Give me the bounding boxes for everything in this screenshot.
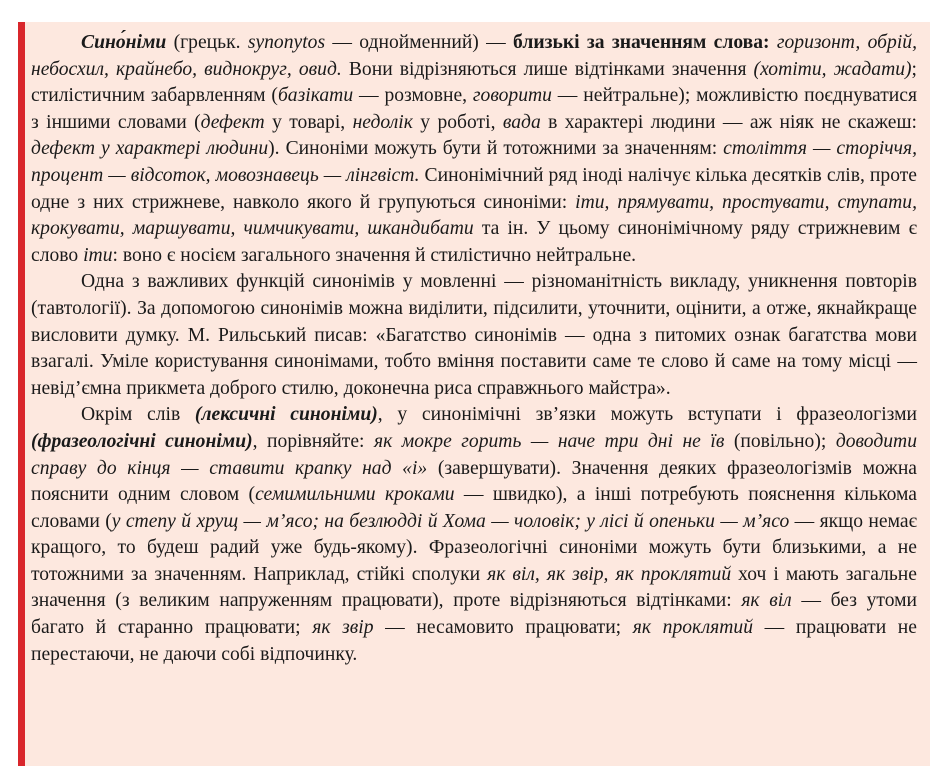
text-run: — несамовито працювати; (373, 617, 633, 639)
text-run: , у синонімічні зв’язки можуть вступати і фразеологізми (377, 404, 917, 426)
text-run: (фразеологічні синоніми) (31, 430, 253, 452)
text-run: доводити справу до кінця — ставити крапку над «і» (31, 430, 917, 479)
text-run: Вони відрізняються лише відтінками значення (341, 58, 754, 80)
text-run: недолік (352, 111, 413, 133)
text-run: як віл (741, 590, 792, 612)
text-run: — нейтральне); можливістю поєднуватися з іншими словами ( (31, 85, 917, 133)
text-run: Окрім слів (81, 404, 195, 426)
text-run: в характері людини — аж ніяк не скажеш: (540, 111, 918, 133)
text-run: століття — сторіччя, процент — відсоток, мовознавець — лінгвіст. (31, 138, 917, 186)
text-run: ; стилістичним забарвленням ( (31, 58, 917, 107)
text-body (31, 30, 917, 668)
text-run: Синонімічний ряд іноді налічує кілька десятків слів, проте одне з них стрижневе, навколо якого й групуються синоніми: (31, 164, 918, 213)
text-run: Одна з важливих функцій синонімів у мовленні — різноманітність викладу, уникнення повторів (тавтології). За допомогою синонімів можна виділити, підсилити, уточнити, оцінити, а отже, якнайкраще висловити думку. М. Рильський писав: «Багатство синонімів — одна з питомих ознак багатства мови взагалі. Уміле користування синонімами, тобто вміння поставити саме те слово й саме на тому місці — невід’ємна прикмета доброго стилю, доконечна риса справжнього майстра». (31, 271, 917, 399)
text-run: іти (83, 244, 113, 266)
text-run: дефект (200, 111, 265, 133)
text-box (18, 22, 930, 766)
text-run: ). Синоніми можуть бути й тотожними за значенням: (268, 138, 724, 160)
text-run: та ін. У цьому синонімічному ряду стрижневим є слово (31, 218, 917, 266)
text-run: (лексичні синоніми) (194, 404, 378, 426)
paragraph-synonyms-definition (31, 30, 917, 269)
paragraph-phraseological-synonyms (31, 402, 917, 668)
accent-bar (18, 22, 25, 766)
text-run: близькі за значенням слова: (513, 32, 777, 53)
text-run: Сино́німи (81, 32, 167, 53)
text-run: горизонт, обрій, небосхил, крайнебо, виднокруг, овид. (31, 32, 917, 80)
text-run: — якщо немає кращого, то будеш радий уже будь-якому). Фразеологічні синоніми можуть бути близькими, а не тотожними за значенням. Наприклад, стійкі сполуки (31, 510, 917, 585)
text-run: дефект у характері людини (31, 138, 269, 160)
text-run: — без утоми багато й старанно працювати; (31, 590, 917, 639)
text-run: базікати (277, 85, 354, 107)
text-run: вада (502, 111, 541, 133)
text-run: у степу й хрущ — м’ясо; на безлюдді й Хома — чоловік; у лісі й опеньки — м’ясо (111, 510, 790, 532)
text-run: у товарі, (264, 111, 353, 133)
text-run: як проклятий (632, 617, 753, 639)
text-run: — швидко), а інші потребують пояснення кількома словами ( (31, 484, 917, 532)
text-run: — розмовне, (353, 85, 473, 107)
text-run: — працювати не перестаючи, не даючи собі відпочинку. (31, 617, 917, 665)
text-run: як звір (312, 617, 374, 639)
text-run: (грецьк. (166, 32, 248, 53)
text-run: (завершувати). Значення деяких фразеологізмів можна пояснити одним словом ( (31, 457, 917, 506)
text-run: семимильними кроками (255, 484, 455, 506)
text-run: , порівняйте: (252, 430, 375, 452)
text-run: (повільно); (724, 430, 836, 452)
text-run: як мокре горить — наче три дні не їв (374, 430, 725, 452)
text-run: synonytos (247, 32, 326, 53)
text-run: — однойменний) — (325, 32, 514, 53)
text-run: іти, прямувати, простувати, ступати, крокувати, маршувати, чимчикувати, шкандибати (31, 191, 917, 240)
text-run: у роботі, (412, 111, 503, 133)
text-run: як віл, як звір, як проклятий (487, 563, 732, 585)
paragraph-synonyms-function (31, 269, 917, 402)
text-run: : воно є носієм загального значення й стилістично нейтральне. (112, 244, 637, 266)
text-run: говорити (472, 85, 552, 107)
text-run: (хотіти, жадати) (753, 58, 912, 80)
text-run: хоч і мають загальне значення (з великим напруженням працювати), проте відрізняються відтінками: (31, 563, 917, 612)
